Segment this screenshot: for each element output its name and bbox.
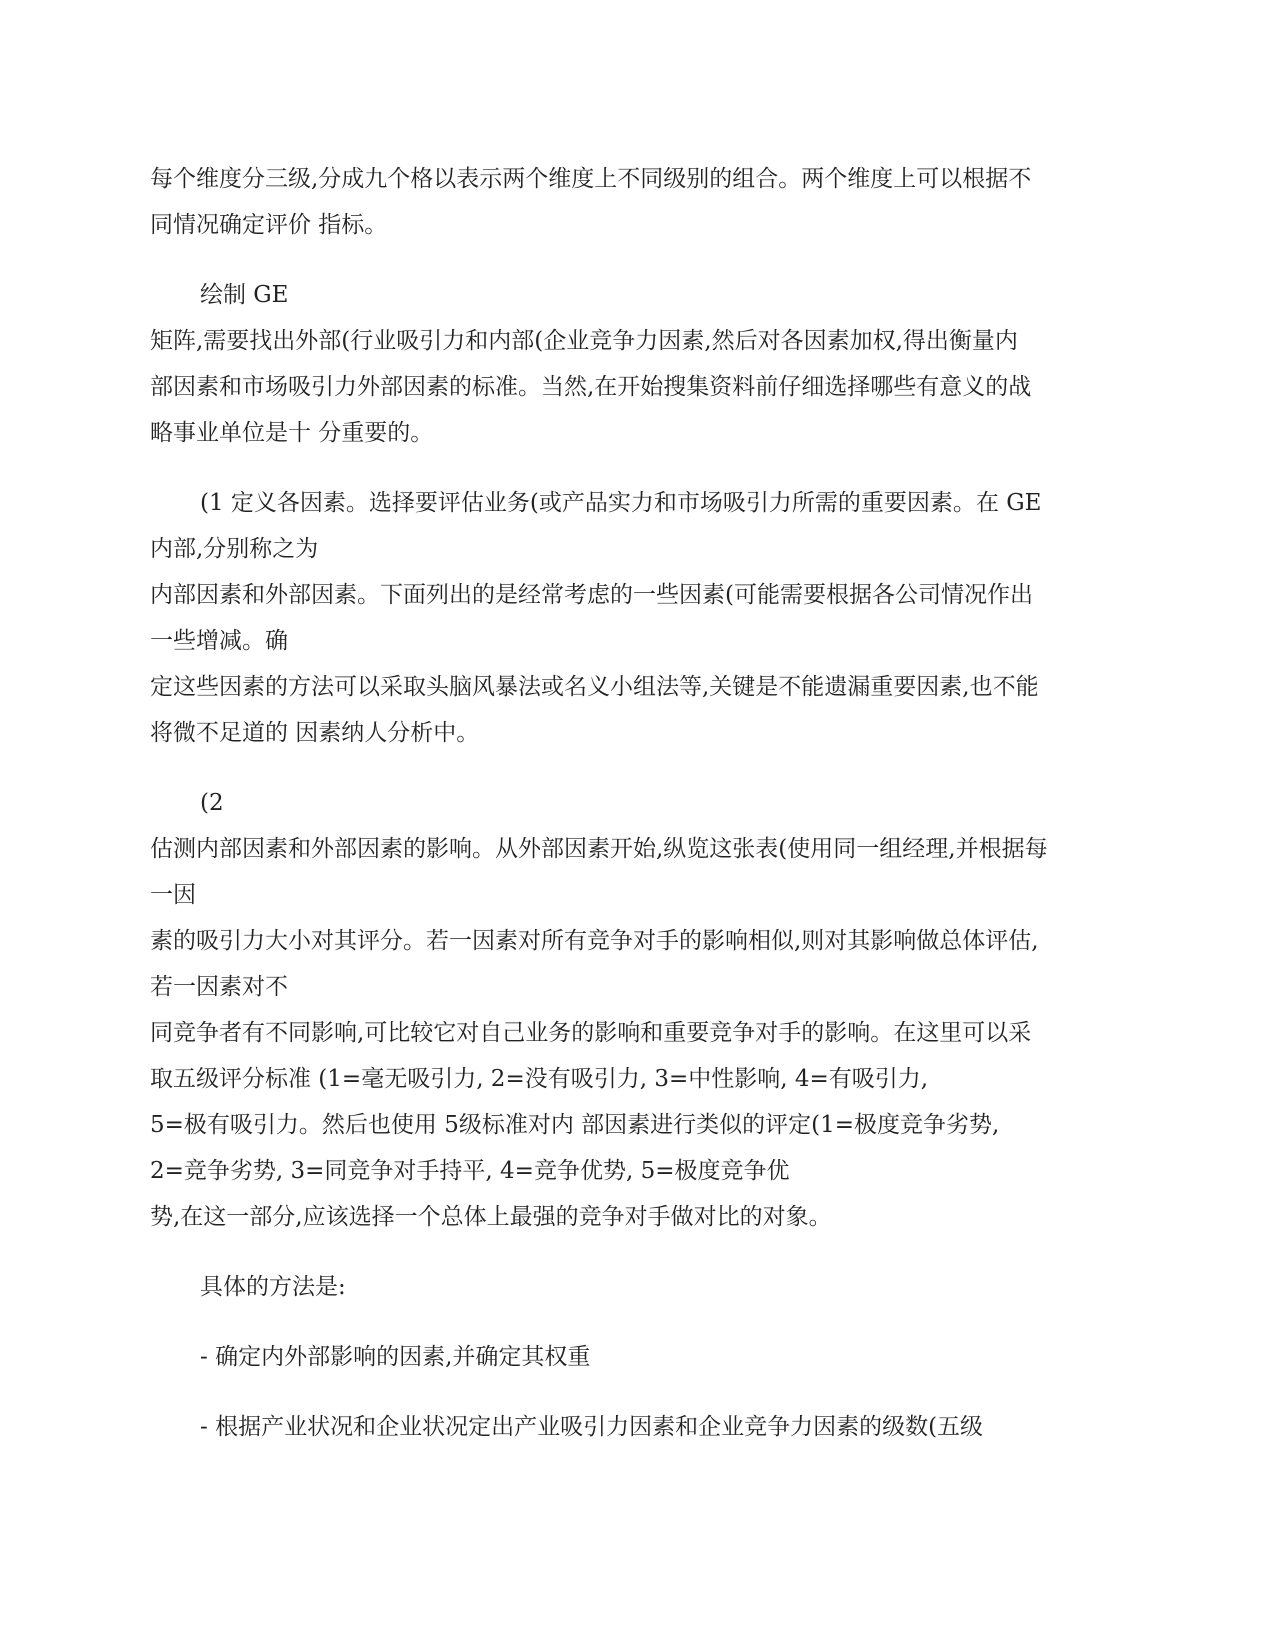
text-line: - 确定内外部影响的因素,并确定其权重: [200, 1344, 591, 1370]
text-line: 具体的方法是:: [200, 1274, 346, 1300]
text-line: 绘制 GE: [200, 282, 289, 308]
paragraph-method-heading: [150, 1264, 1125, 1310]
text-line: 同情况确定评价 指标。: [150, 212, 388, 238]
text-line: 5=极有吸引力。然后也使用 5级标准对内 部因素进行类似的评定(1=极度竞争劣势,: [150, 1112, 1000, 1138]
text-line: 同竞争者有不同影响,可比较它对自己业务的影响和重要竞争对手的影响。在这里可以采: [150, 1020, 1032, 1046]
paragraph-dimension-grading: [150, 156, 1125, 248]
text-line: 内部,分别称之为: [150, 536, 319, 562]
paragraph-drawing-ge-matrix: [150, 272, 1125, 456]
document-page: [150, 156, 1125, 1450]
text-line: 势,在这一部分,应该选择一个总体上最强的竞争对手做对比的对象。: [150, 1204, 832, 1230]
text-line: 每个维度分三级,分成九个格以表示两个维度上不同级别的组合。两个维度上可以根据不: [150, 166, 1032, 192]
text-line: 部因素和市场吸引力外部因素的标准。当然,在开始搜集资料前仔细选择哪些有意义的战: [150, 374, 1032, 400]
text-line: 定这些因素的方法可以采取头脑风暴法或名义小组法等,关键是不能遗漏重要因素,也不能: [150, 674, 1039, 700]
text-line: (1 定义各因素。选择要评估业务(或产品实力和市场吸引力所需的重要因素。在 GE: [200, 490, 1042, 516]
text-line: 2=竞争劣势, 3=同竞争对手持平, 4=竞争优势, 5=极度竞争优: [150, 1158, 790, 1184]
paragraph-step-1-define-factors: [150, 480, 1125, 756]
text-line: - 根据产业状况和企业状况定出产业吸引力因素和企业竞争力因素的级数(五级: [200, 1414, 984, 1440]
text-line: 素的吸引力大小对其评分。若一因素对所有竞争对手的影响相似,则对其影响做总体评估,: [150, 928, 1039, 954]
list-item-determine-factors: [150, 1334, 1125, 1380]
text-line: (2: [200, 790, 224, 816]
text-line: 若一因素对不: [150, 974, 288, 1000]
text-line: 一些增减。确: [150, 628, 288, 654]
text-line: 矩阵,需要找出外部(行业吸引力和内部(企业竞争力因素,然后对各因素加权,得出衡量内: [150, 328, 1018, 354]
text-line: 一因: [150, 882, 196, 908]
text-line: 取五级评分标准 (1=毫无吸引力, 2=没有吸引力, 3=中性影响, 4=有吸引力,: [150, 1066, 929, 1092]
text-line: 将微不足道的 因素纳人分析中。: [150, 720, 480, 746]
text-line: 略事业单位是十 分重要的。: [150, 420, 434, 446]
list-item-factor-levels: [150, 1404, 1125, 1450]
text-line: 估测内部因素和外部因素的影响。从外部因素开始,纵览这张表(使用同一组经理,并根据每: [150, 836, 1048, 862]
paragraph-step-2-estimate-impact: [150, 780, 1125, 1240]
text-line: 内部因素和外部因素。下面列出的是经常考虑的一些因素(可能需要根据各公司情况作出: [150, 582, 1033, 608]
